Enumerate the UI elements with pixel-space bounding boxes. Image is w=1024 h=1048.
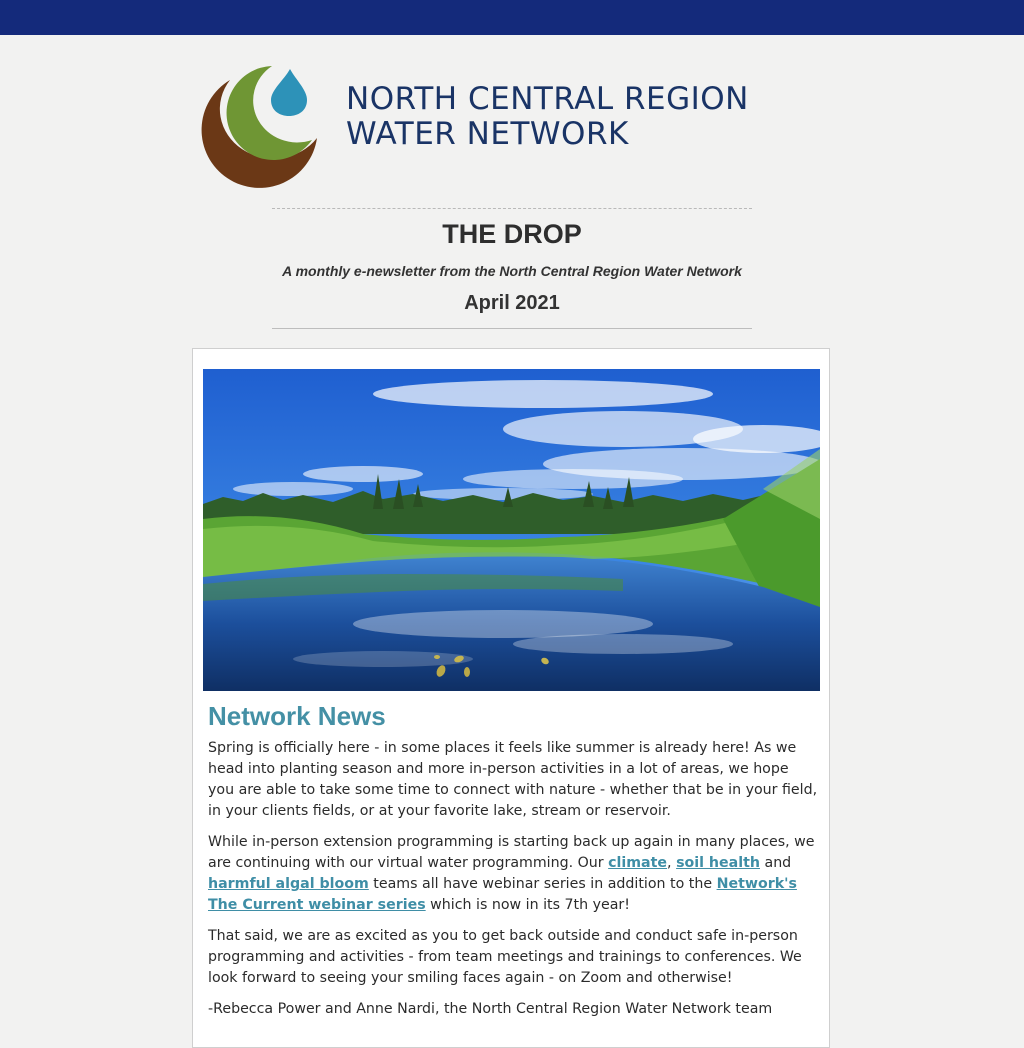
text: While in-person extension programming is starting back up again in many places, we are continuing with our virtual water programming. Our [208, 834, 815, 871]
logo-line-1: NORTH CENTRAL REGION [346, 81, 749, 117]
top-banner [0, 0, 1024, 35]
landscape-lake-image [203, 369, 820, 691]
hero-image [203, 369, 820, 691]
network-logo[interactable] [200, 58, 830, 188]
soil-health-link[interactable]: soil health [676, 855, 760, 871]
text: teams all have webinar series in addition to the [368, 876, 717, 892]
climate-link[interactable]: climate [608, 855, 668, 871]
newsletter-subtitle: A monthly e-newsletter from the North Central Region Water Network [282, 263, 742, 279]
issue-date: April 2021 [464, 292, 560, 314]
section-title: Network News [208, 701, 386, 731]
text: which is now in its 7th year! [425, 897, 630, 913]
divider-solid [272, 328, 752, 329]
text: and [759, 855, 792, 871]
logo-line-2: WATER NETWORK [346, 116, 629, 152]
text: , [667, 855, 677, 871]
divider-dashed [272, 208, 752, 209]
content-card [192, 348, 830, 1048]
paragraph-1: Spring is officially here - in some places it feels like summer is already here! As we head into planting season and more in-person activities in a lot of areas, we hope you are able to take some time to connect with nature - whether that be in your field, in your clients fields, or at your favorite lake, stream or reservoir. [208, 740, 818, 819]
paragraph-2 [208, 832, 818, 916]
water-drop-crescent-icon [200, 58, 330, 188]
signature: -Rebecca Power and Anne Nardi, the North Central Region Water Network team [208, 1001, 773, 1017]
article-body [208, 738, 818, 1030]
the-current-webinar-link[interactable]: Network's The Current webinar series [208, 876, 797, 913]
harmful-algal-bloom-link[interactable]: harmful algal bloom [208, 876, 369, 892]
logo-wordmark [346, 82, 749, 152]
newsletter-title: THE DROP [442, 219, 582, 249]
paragraph-3: That said, we are as excited as you to get back outside and conduct safe in-person programming and activities - from team meetings and trainings to conferences. We look forward to seeing your smiling faces again - on Zoom and otherwise! [208, 928, 802, 986]
